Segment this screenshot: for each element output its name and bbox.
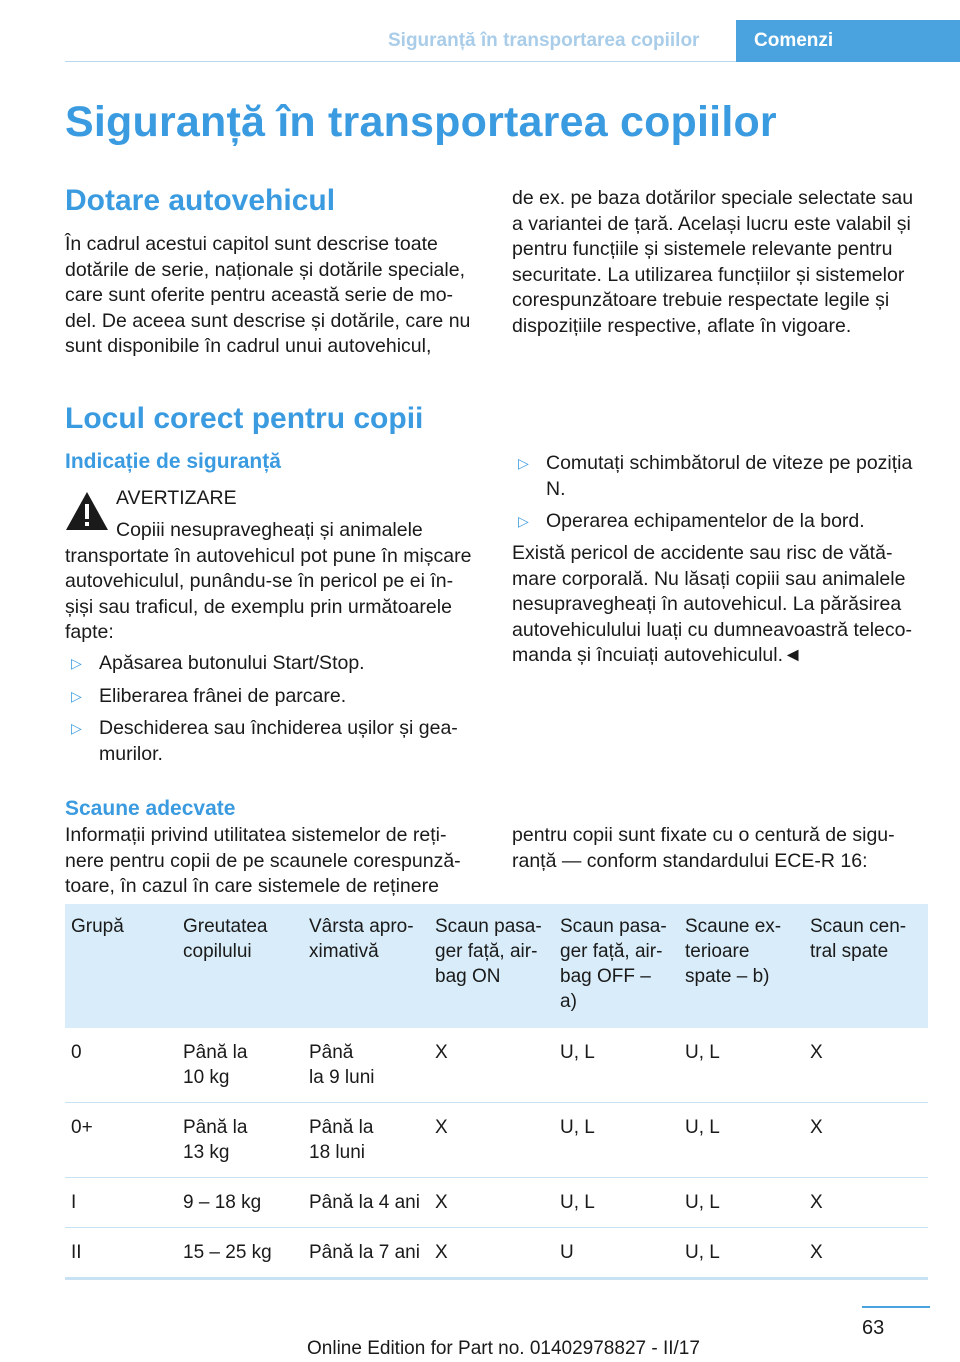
table-cell: U, L [554, 1028, 679, 1103]
table-cell: X [429, 1228, 554, 1279]
column-header-airbag-on: Scaun pasa- ger față, air- bag ON [429, 904, 554, 1028]
table-cell: 0+ [65, 1103, 177, 1178]
list-item-text: Comutați schimbătorul de viteze pe poziția N. [546, 452, 913, 500]
table-cell: U, L [679, 1028, 804, 1103]
text-line: Există pericol de accidente sau risc de vătă- [512, 542, 893, 564]
header-divider [65, 61, 736, 62]
text-line: Copiii nesupravegheați și animalele [116, 519, 423, 541]
triangle-bullet-icon: ▷ [71, 720, 82, 736]
indicatie-subheading: Indicație de siguranță [65, 450, 281, 473]
text-line: care sunt oferite pentru această serie de mo- [65, 284, 454, 306]
locul-heading: Locul corect pentru copii [65, 402, 424, 435]
table-cell: 15 – 25 kg [177, 1228, 303, 1279]
text-line: autovehiculului luați cu dumneavoastră teleco- [512, 618, 912, 641]
table-cell: Până la 10 kg [177, 1028, 303, 1103]
table-cell: U, L [679, 1178, 804, 1228]
table-row [65, 1103, 928, 1178]
text-line: pentru funcțiile și sistemele relevante pentru [512, 238, 893, 260]
scaune-right-text [512, 823, 942, 874]
text-line: În cadrul acestui capitol sunt descrise toate [65, 233, 438, 255]
table-cell: X [804, 1178, 928, 1228]
text-line: dotările de serie, naționale și dotările speciale, [65, 258, 465, 281]
column-header-grupa: Grupă [65, 904, 177, 1028]
warning-label: AVERTIZARE [116, 487, 237, 509]
table-cell: Până la 13 kg [177, 1103, 303, 1178]
text-line: del. De aceea sunt descrise și dotările, care nu [65, 309, 471, 332]
scaune-heading: Scaune adecvate [65, 797, 236, 820]
table-cell: Până la 18 luni [303, 1103, 429, 1178]
list-item-text: Eliberarea frânei de parcare. [99, 684, 347, 707]
table-cell: X [429, 1178, 554, 1228]
triangle-bullet-icon: ▷ [518, 455, 529, 471]
page-title: Siguranță în transportarea copiilor [65, 98, 777, 146]
table-cell: X [429, 1103, 554, 1178]
column-header-airbag-off: Scaun pasa- ger față, air- bag OFF – a) [554, 904, 679, 1028]
triangle-bullet-icon: ▷ [518, 513, 529, 529]
list-item [65, 651, 485, 677]
table-cell: U [554, 1228, 679, 1279]
list-item-text: Deschiderea sau închiderea ușilor și gea- murilor. [99, 717, 458, 765]
text-line: autovehiculul, punându-se în pericol pe ei în- [65, 570, 454, 592]
scaune-left-text [65, 823, 485, 900]
table-cell: II [65, 1228, 177, 1279]
column-header-varsta: Vârsta apro- ximativă [303, 904, 429, 1028]
triangle-bullet-icon: ▷ [71, 687, 82, 704]
text-line: securitate. La utilizarea funcțiilor și sistemelor [512, 263, 905, 286]
table-cell: 0 [65, 1028, 177, 1103]
list-item-text: Operarea echipamentelor de la bord. [546, 510, 865, 532]
text-line: mare corporală. Nu lăsați copiii sau animalele [512, 567, 906, 590]
table-cell: 9 – 18 kg [177, 1178, 303, 1228]
table-cell: U, L [554, 1103, 679, 1178]
page-number: 63 [862, 1317, 885, 1339]
text-line: ranță — conform standardului ECE-R 16: [512, 849, 868, 872]
text-line: manda și încuiați autovehiculul.◄ [512, 644, 803, 666]
table-cell: Până la 4 ani [303, 1178, 429, 1228]
text-line: toare, în cazul în care sistemele de reținere [65, 875, 439, 897]
text-line: pentru copii sunt fixate cu o centură de sigu- [512, 824, 895, 846]
dotare-right-text [512, 186, 942, 339]
column-header-central-spate: Scaun cen- tral spate [804, 904, 928, 1028]
table-cell: Până la 9 luni [303, 1028, 429, 1103]
list-item-text: Apăsarea butonului Start/Stop. [99, 652, 365, 674]
table-row [65, 1228, 928, 1279]
dotare-left-text [65, 232, 485, 360]
table-cell: U, L [554, 1178, 679, 1228]
bullet-list-left [65, 651, 485, 774]
footer-divider [862, 1306, 930, 1308]
text-line: nesupravegheați în autovehicul. La părăsirea [512, 593, 902, 615]
running-header-section: Siguranță în transportarea copiilor [388, 30, 700, 51]
table-cell: Până la 7 ani [303, 1228, 429, 1279]
table-cell: X [804, 1028, 928, 1103]
seat-suitability-table [65, 904, 928, 1280]
column-header-greutatea: Greutatea copilului [177, 904, 303, 1028]
text-line: Informații privind utilitatea sistemelor de reți- [65, 824, 447, 846]
text-line: de ex. pe baza dotărilor speciale selectate sau [512, 187, 914, 209]
table-cell: X [804, 1228, 928, 1279]
chapter-tab-label: Comenzi [754, 30, 834, 51]
text-line: nere pentru copii de pe scaunele corespunză- [65, 849, 461, 872]
list-item [65, 716, 485, 767]
triangle-bullet-icon: ▷ [71, 655, 82, 671]
text-line: dispozițiile respective, aflate în vigoare. [512, 314, 852, 337]
conclusion-text [512, 541, 942, 669]
bullet-list-right [512, 451, 932, 542]
table-cell: U, L [679, 1103, 804, 1178]
chapter-tab [736, 20, 960, 62]
table-cell: U, L [679, 1228, 804, 1279]
table-cell: I [65, 1178, 177, 1228]
text-line: fapte: [65, 621, 114, 643]
table-cell: X [429, 1028, 554, 1103]
text-line: șiși sau traficul, de exemplu prin următoarele [65, 595, 452, 618]
edition-footer: Online Edition for Part no. 01402978827 - II/17 [307, 1338, 700, 1359]
text-line: corespunzătoare trebuie respectate legile și [512, 289, 890, 311]
text-line: a variantei de țară. Același lucru este valabil și [512, 212, 911, 235]
table-cell: X [804, 1103, 928, 1178]
text-line: sunt disponibile în cadrul unui autovehicul, [65, 335, 432, 357]
table-row [65, 1028, 928, 1103]
dotare-heading: Dotare autovehicul [65, 184, 336, 217]
list-item [65, 684, 485, 710]
column-header-exterioare-spate: Scaune ex- terioare spate – b) [679, 904, 804, 1028]
list-item [512, 509, 932, 535]
list-item [512, 451, 932, 502]
table-header-row [65, 904, 928, 1028]
table-row [65, 1178, 928, 1228]
text-line: transportate în autovehicul pot pune în mișcare [65, 544, 472, 567]
warning-text [65, 518, 485, 646]
